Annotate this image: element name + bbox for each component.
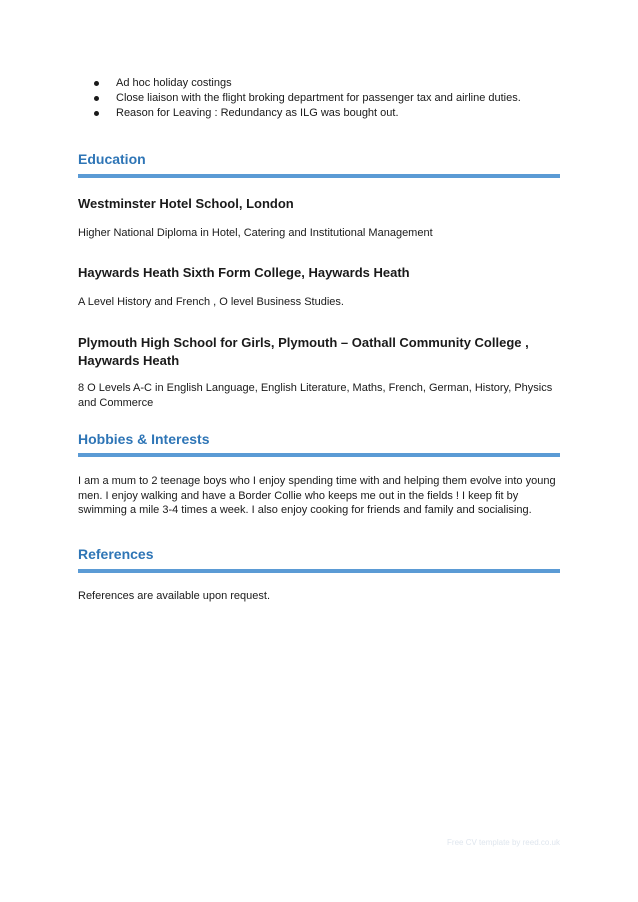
- education-divider: [78, 174, 560, 178]
- list-item: [94, 91, 574, 106]
- list-item-text: Close liaison with the flight broking department for passenger tax and airline duties.: [116, 92, 521, 104]
- references-heading: References: [78, 546, 154, 562]
- references-text: References are available upon request.: [78, 590, 271, 602]
- school-detail: A Level History and French , O level Business Studies.: [78, 296, 344, 308]
- education-heading: Education: [78, 151, 146, 167]
- hobbies-heading: Hobbies & Interests: [78, 431, 210, 447]
- school-name: Westminster Hotel School, London: [78, 196, 294, 211]
- school-detail: Higher National Diploma in Hotel, Catering and Institutional Management: [78, 227, 433, 239]
- school-name: Haywards Heath Sixth Form College, Haywards Heath: [78, 265, 410, 280]
- list-item-text: Ad hoc holiday costings: [116, 77, 232, 89]
- bullet-icon: [94, 81, 99, 86]
- bullet-icon: [94, 96, 99, 101]
- bullet-icon: [94, 111, 99, 116]
- school-detail: 8 O Levels A-C in English Language, English Literature, Maths, French, German, History, Physics and Commerce: [78, 382, 553, 409]
- footer-credit: Free CV template by reed.co.uk: [447, 838, 560, 847]
- references-divider: [78, 569, 560, 573]
- school-name: Plymouth High School for Girls, Plymouth – Oathall Community College , Haywards Heath: [78, 335, 529, 368]
- list-item: [94, 76, 574, 91]
- job-duties-list: [94, 76, 574, 121]
- hobbies-divider: [78, 453, 560, 457]
- list-item: [94, 106, 574, 121]
- hobbies-text: I am a mum to 2 teenage boys who I enjoy spending time with and helping them evolve into young men. I enjoy walking and have a Border Collie who keeps me out in the fields ! I keep fit by swimming a mile 3-4 times a week. I also enjoy cooking for friends and family and socialising.: [78, 475, 556, 516]
- list-item-text: Reason for Leaving : Redundancy as ILG was bought out.: [116, 107, 399, 119]
